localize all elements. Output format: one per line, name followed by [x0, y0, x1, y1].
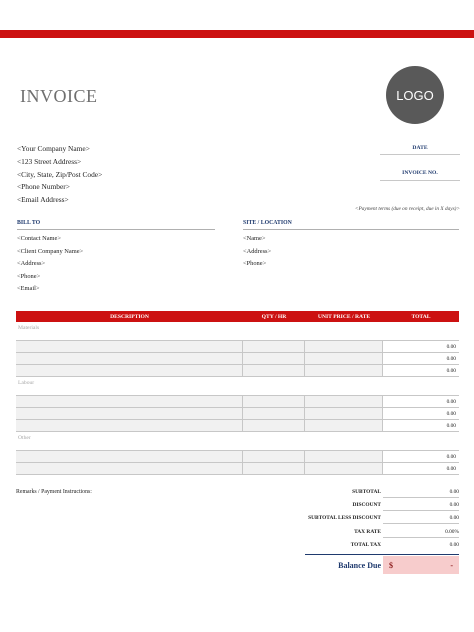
bill-to-address: <Address>	[17, 260, 46, 267]
subtotal-divider	[383, 497, 459, 498]
discount-divider	[383, 510, 459, 511]
company-city: <City, State, Zip/Post Code>	[17, 170, 103, 179]
tax-rate-divider	[383, 537, 459, 538]
company-email: <Email Address>	[17, 195, 69, 204]
company-name: <Your Company Name>	[17, 144, 90, 153]
less-divider	[383, 523, 459, 524]
site-heading: SITE / LOCATION	[243, 220, 292, 226]
total-tax-value: 0.00	[449, 542, 459, 548]
items-header-row	[16, 311, 459, 322]
col-unit-price: UNIT PRICE / RATE	[317, 313, 371, 320]
subtotal-less-discount-value: 0.00	[449, 515, 459, 521]
row-total: 0.00	[383, 408, 459, 419]
subtotal-label: SUBTOTAL	[352, 489, 381, 495]
invoice-no-label: INVOICE NO.	[402, 170, 438, 176]
logo-text: LOGO	[396, 87, 434, 103]
bill-to-heading: BILL TO	[17, 220, 41, 226]
table-row[interactable]	[16, 451, 459, 463]
table-row[interactable]	[16, 408, 459, 420]
group-other: Other	[16, 432, 459, 451]
total-tax-label: TOTAL TAX	[350, 542, 381, 548]
row-total: 0.00	[383, 365, 459, 376]
col-description: DESCRIPTION	[110, 313, 149, 320]
date-label: DATE	[412, 145, 428, 151]
invoice-title: INVOICE	[20, 86, 98, 106]
row-total: 0.00	[383, 353, 459, 364]
discount-label: DISCOUNT	[352, 502, 381, 508]
col-total: TOTAL	[411, 313, 431, 320]
table-row[interactable]	[16, 420, 459, 432]
row-total: 0.00	[383, 341, 459, 352]
tax-rate-label: TAX RATE	[354, 529, 381, 535]
subtotal-less-discount-label: SUBTOTAL LESS DISCOUNT	[308, 515, 381, 521]
balance-due-box	[383, 556, 459, 574]
row-total: 0.00	[383, 396, 459, 407]
table-row[interactable]	[16, 341, 459, 353]
tax-rate-value[interactable]: 0.00%	[445, 529, 459, 535]
row-total: 0.00	[383, 420, 459, 431]
payment-terms: <Payment terms (due on receipt, due in X days)>	[354, 206, 460, 212]
bill-to-email: <Email>	[17, 285, 40, 292]
currency-symbol: $	[389, 560, 393, 570]
table-row[interactable]	[16, 463, 459, 475]
site-phone: <Phone>	[243, 260, 267, 267]
group-labour: Labour	[16, 377, 459, 396]
bill-to-divider	[17, 229, 215, 230]
bill-to-phone: <Phone>	[17, 273, 41, 280]
subtotal-value: 0.00	[449, 489, 459, 495]
row-total: 0.00	[383, 463, 459, 474]
company-phone: <Phone Number>	[17, 182, 70, 191]
bill-to-company: <Client Company Name>	[17, 248, 84, 255]
date-field[interactable]	[380, 154, 460, 155]
remarks-label: Remarks / Payment Instructions:	[16, 489, 92, 495]
company-street: <123 Street Address>	[17, 157, 82, 166]
col-qty: QTY / HR	[261, 313, 287, 320]
balance-due-label: Balance Due	[338, 561, 381, 570]
top-accent-bar	[0, 30, 474, 38]
site-divider	[243, 229, 459, 230]
discount-value[interactable]: 0.00	[449, 502, 459, 508]
table-row[interactable]	[16, 365, 459, 377]
group-materials: Materials	[16, 322, 459, 341]
logo-placeholder	[386, 66, 444, 124]
balance-due-value: -	[450, 560, 453, 570]
items-table	[16, 311, 459, 475]
site-address: <Address>	[243, 248, 272, 255]
site-name: <Name>	[243, 235, 266, 242]
invoice-no-field[interactable]	[380, 180, 460, 181]
bill-to-contact: <Contact Name>	[17, 235, 61, 242]
table-row[interactable]	[16, 353, 459, 365]
table-row[interactable]	[16, 396, 459, 408]
balance-divider	[305, 554, 459, 555]
row-total: 0.00	[383, 451, 459, 462]
